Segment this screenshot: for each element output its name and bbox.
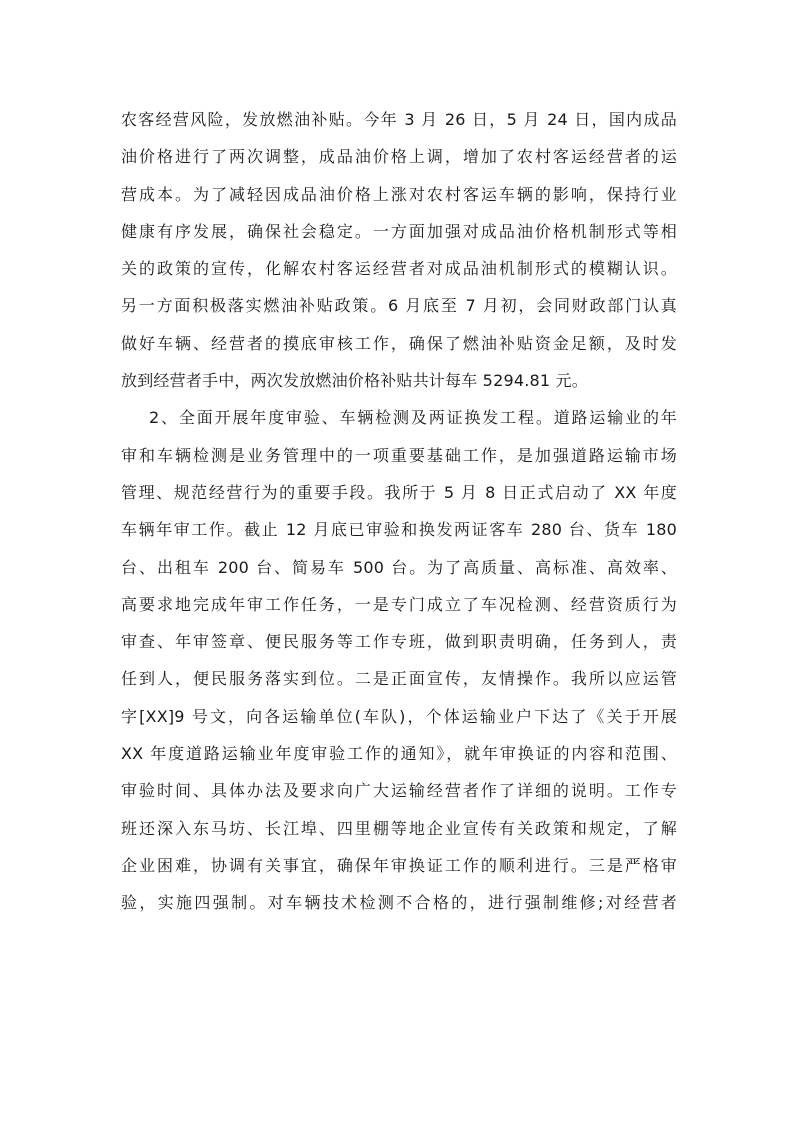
paragraph-start-line: 2、全面开展年度审验、车辆检测及两证换发工程。道路运输业的年	[149, 408, 677, 428]
text-line: 字[XX]9 号文，向各运输单位(车队)，个体运输业户下达了《关于开展	[121, 706, 677, 726]
text-line: 管理、规范经营行为的重要手段。我所于 5 月 8 日正式启动了 XX 年度	[121, 482, 677, 502]
text-line: 班还深入东马坊、长江埠、四里棚等地企业宣传有关政策和规定，了解	[121, 818, 677, 838]
text-line: 审查、年审签章、便民服务等工作专班，做到职责明确，任务到人，责	[121, 632, 677, 652]
text-line: 审和车辆检测是业务管理中的一项重要基础工作，是加强道路运输市场	[121, 445, 677, 465]
text-line: 农客经营风险，发放燃油补贴。今年 3 月 26 日，5 月 24 日，国内成品	[121, 110, 677, 129]
text-line: 任到人，便民服务落实到位。二是正面宣传，友情操作。我所以应运管	[121, 669, 677, 689]
text-line: 油价格进行了两次调整，成品油价格上调，增加了农村客运经营者的运	[121, 147, 677, 167]
text-line: 另一方面积极落实燃油补贴政策。6 月底至 7 月初，会同财政部门认真	[121, 296, 677, 316]
body-text	[121, 101, 677, 922]
text-line: 车辆年审工作。截止 12 月底已审验和换发两证客车 280 台、货车 180	[121, 520, 677, 540]
text-line: 放到经营者手中，两次发放燃油价格补贴共计每车 5294.81 元。	[121, 371, 588, 391]
text-line: XX 年度道路运输业年度审验工作的通知》，就年审换证的内容和范围、	[121, 744, 677, 764]
text-line: 高要求地完成年审工作任务，一是专门成立了车况检测、经营资质行为	[121, 594, 677, 614]
text-line: 健康有序发展，确保社会稳定。一方面加强对成品油价格机制形式等相	[121, 221, 677, 241]
text-line: 关的政策的宣传，化解农村客运经营者对成品油机制形式的模糊认识。	[121, 259, 677, 279]
text-line: 审验时间、具体办法及要求向广大运输经营者作了详细的说明。工作专	[121, 781, 677, 801]
text-line: 台、出租车 200 台、简易车 500 台。为了高质量、高标准、高效率、	[121, 557, 677, 577]
text-line: 企业困难，协调有关事宜，确保年审换证工作的顺利进行。三是严格审	[121, 855, 677, 875]
text-line: 营成本。为了减轻因成品油价格上涨对农村客运车辆的影响，保持行业	[121, 184, 677, 204]
text-line: 做好车辆、经营者的摸底审核工作，确保了燃油补贴资金足额，及时发	[121, 333, 677, 353]
text-line: 验，实施四强制。对车辆技术检测不合格的，进行强制维修;对经营者	[121, 893, 677, 913]
